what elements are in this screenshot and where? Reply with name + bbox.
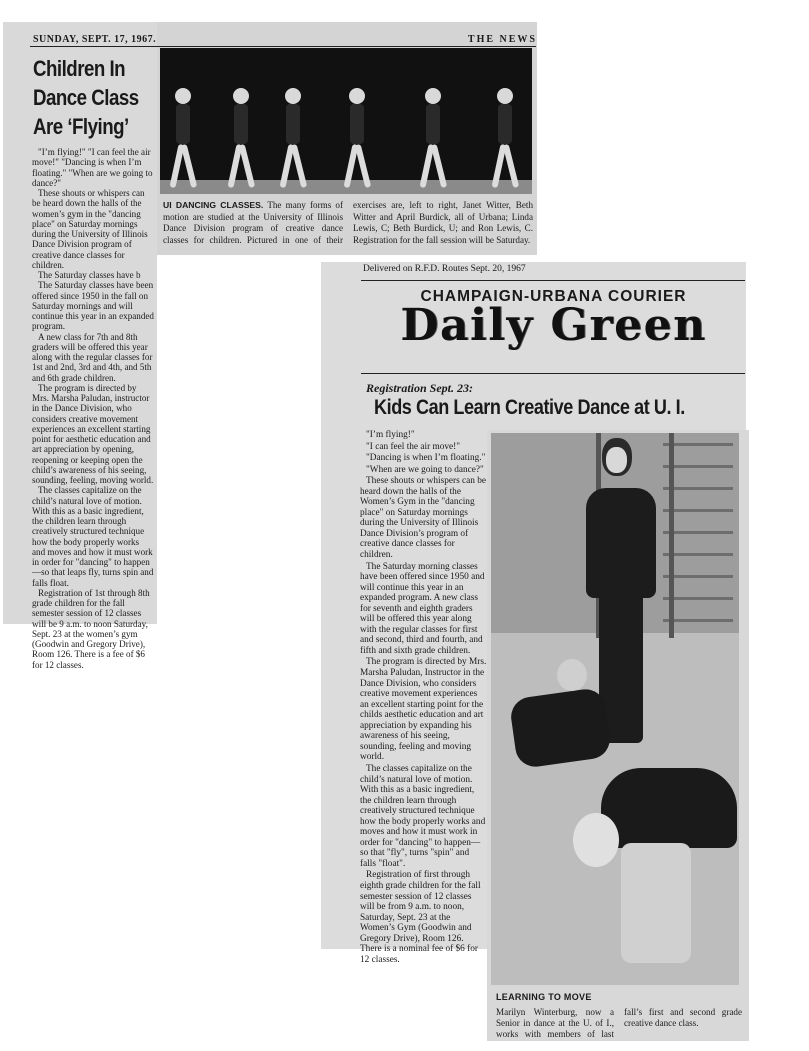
child-legs [621, 843, 691, 963]
courier-paragraph: The program is directed by Mrs. Marsha Paludan, Instructor in the Dance Division, who considers creative movement experiences an excellent starting point for the childs aesthetic education and art appreciation by expanding his awareness of his seeing, sounding, feeling and moving world. [360, 657, 487, 763]
teacher-leotard [586, 488, 656, 598]
news-paragraph: The classes capitalize on the child’s natural love of motion. With this as a basic ingredient, the children learn through creatively structured technique how the body properly works and moves and how it must work in order for "dancing" to happen—so that leaps fly, turns spin and falls float. [32, 485, 154, 588]
child-dancer [601, 768, 737, 848]
news-caption-text: The many forms of motion are studied at the University of Illinois Dance Division program of creative dance classes for children. Pictured in one of their exercises are, left to right, Janet Witter, Beth Witter and April Burdick, all of Urbana; Linda Lewis, C; Beth Burdick, U; and Ron Lewis, C. Registration for the fall session will be Saturday. [163, 200, 533, 245]
dancer-figure [494, 88, 516, 188]
courier-paragraph: "I can feel the air move!" [366, 441, 461, 452]
dancer-figure [230, 88, 252, 188]
news-headline-line: Dance Class [33, 85, 139, 110]
news-paragraph: Registration of 1st through 8th grade children for the fall semester session of 12 classes will be 9 a.m. to noon Saturday, Sept. 23 at the women’s gym (Goodwin and Gregory Drive), Room 126. There is a fee of $6 for 12 classes. [32, 587, 150, 670]
courier-photo-label: LEARNING TO MOVE [496, 992, 592, 1002]
news-headline-line: Children In [33, 56, 126, 81]
child-head [573, 813, 619, 867]
courier-paragraph: The Saturday morning classes have been offered since 1950 and will continue this year in an expanded program. A new class for seventh and eighth graders will be offered this year along with the regular classes for first and second, third and fourth, and fifth and sixth grade children. [360, 561, 485, 656]
news-paragraph: The Saturday classes have b [38, 270, 141, 280]
news-rule [30, 46, 536, 47]
news-article-body [32, 147, 154, 670]
courier-article-body [360, 430, 487, 966]
news-dateline: SUNDAY, SEPT. 17, 1967. [33, 34, 157, 45]
courier-delivered-line: Delivered on R.F.D. Routes Sept. 20, 1967 [363, 264, 526, 274]
news-paragraph: The program is directed by Mrs. Marsha Paludan, instructor in the Dance Division, who considers creative movement experiences an excellent starting point for aesthetic education and art appreciation by opening, reopening or keeping open the child’s awareness of his seeing, sounding, feeling, moving world. [32, 382, 154, 485]
courier-paragraph: "When are we going to dance?" [366, 464, 484, 475]
news-caption-lead: UI DANCING CLASSES. [163, 200, 264, 210]
news-photo-caption [163, 200, 533, 246]
courier-paragraph: These shouts or whispers can be heard down the halls of the Women’s Gym in the "dancing place" on Saturday mornings during the University of Illinois Dance Division’s program of creative dance classes for children. [360, 476, 487, 561]
courier-paragraph: "Dancing is when I’m floating." [366, 453, 486, 464]
dancers-photo [160, 48, 532, 194]
dancer-figure [282, 88, 304, 188]
news-paragraph: "I’m flying!" "I can feel the air move!" "Dancing is when I’m floating." "When are we going to dance?" [32, 147, 153, 188]
courier-photo-caption: Marilyn Winterburg, now a Senior in dance at the U. of I., works with members of last fall’s first and second grade creative dance class. [496, 1007, 742, 1039]
courier-publisher: CHAMPAIGN-URBANA COURIER [420, 288, 687, 305]
courier-headline: Kids Can Learn Creative Dance at U. I. [374, 396, 685, 419]
wall-post [669, 433, 674, 638]
courier-kicker: Registration Sept. 23: [366, 381, 474, 395]
news-paragraph: A new class for 7th and 8th graders will be offered this year along with the regular classes for 1st and 2nd, 3rd and 4th, and 5th and 6th grade children. [32, 331, 153, 383]
news-headline [33, 54, 137, 141]
courier-paragraph: Registration of first through eighth grade children for the fall semester session of 12 classes will be from 9 a.m. to noon, Saturday, Sept. 23 at the Women’s Gym (Goodwin and Gregory Drive), Room 126. There is a nominal fee of $6 for 12 classes. [360, 870, 481, 965]
child-dancer [509, 687, 613, 770]
dancer-figure [422, 88, 444, 188]
dancer-figure [172, 88, 194, 188]
learning-to-move-photo [491, 433, 739, 985]
teacher-face [606, 447, 627, 473]
courier-masthead: Daily Green [400, 300, 707, 351]
child-head [557, 659, 587, 691]
news-headline-line: Are ‘Flying’ [33, 114, 129, 139]
courier-paragraph: The classes capitalize on the child’s natural love of motion. With this as a basic ingredient, the children learn through creatively structured technique how the body properly works and moves and how it must work in order for "dancing" to happen—so that "fly", turns "spin" and falls "float". [360, 763, 486, 869]
news-paragraph: The Saturday classes have been offered since 1950 in the fall on Saturday mornings and will continue this year in an expanded program. [32, 280, 154, 332]
courier-paragraph: "I’m flying!" [366, 430, 415, 440]
news-paragraph: These shouts or whispers can be heard down the halls of the women’s gym in the "dancing place" on Saturday mornings during the University of Illinois Dance Division program of creative dance classes for children. [32, 188, 148, 270]
dancer-figure [346, 88, 368, 188]
news-paper-name: THE NEWS [467, 34, 537, 45]
